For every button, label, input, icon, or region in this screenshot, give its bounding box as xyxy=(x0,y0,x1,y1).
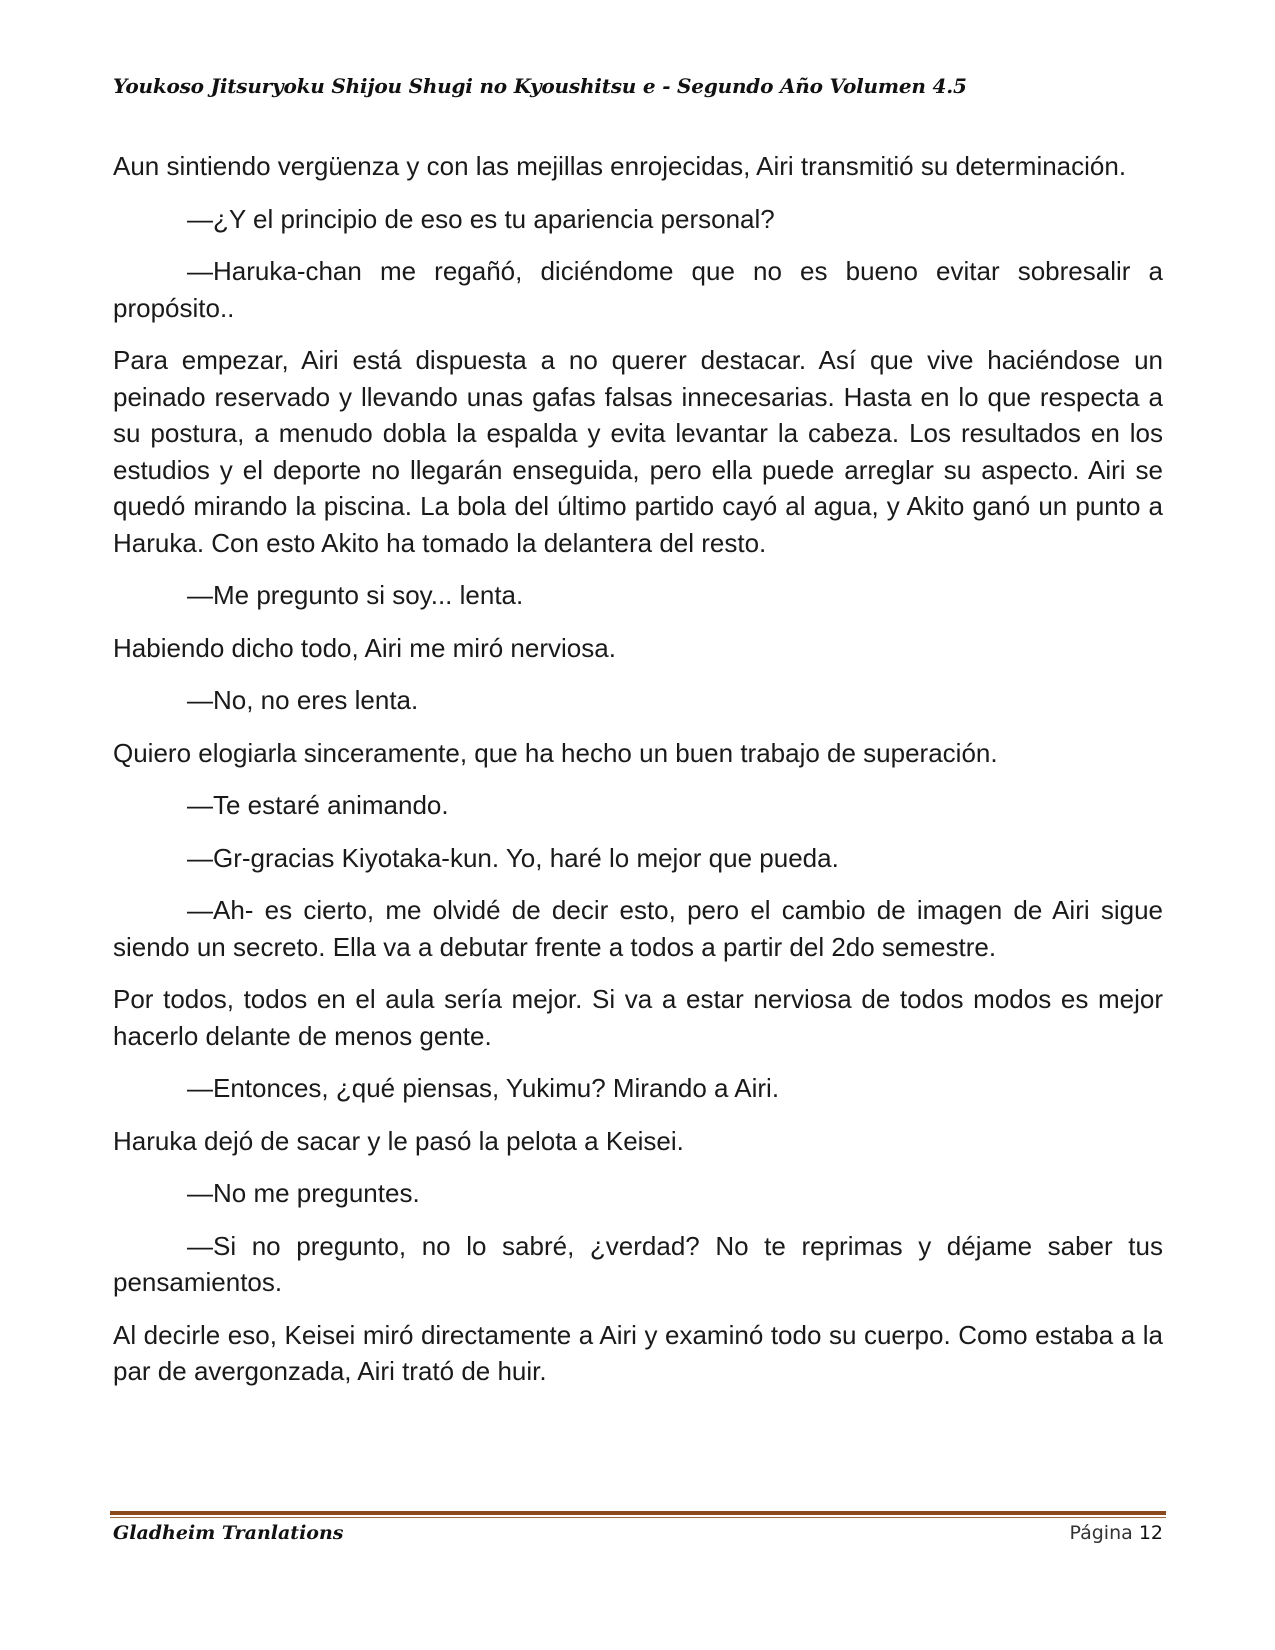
page-header-title: Youkoso Jitsuryoku Shijou Shugi no Kyoushitsu e - Segundo Año Volumen 4.5 xyxy=(113,74,967,98)
footer-divider-thick xyxy=(110,1511,1166,1515)
page-number: 12 xyxy=(1138,1522,1163,1544)
paragraph-9: —Te estaré animando. xyxy=(187,790,449,820)
paragraph-3: —Haruka-chan me regañó, diciéndome que no es bueno evitar sobresalir a propósito.. xyxy=(113,256,1163,323)
paragraph-15: —No me preguntes. xyxy=(187,1178,420,1208)
paragraph-8: Quiero elogiarla sinceramente, que ha hecho un buen trabajo de superación. xyxy=(113,737,998,768)
paragraph-11: —Ah- es cierto, me olvidé de decir esto, pero el cambio de imagen de Airi sigue siendo un secreto. Ella va a debutar frente a todos a partir del 2do semestre. xyxy=(113,895,1163,962)
body-text xyxy=(113,148,1163,1406)
paragraph-5: —Me pregunto si soy... lenta. xyxy=(187,580,524,610)
footer-divider-thin xyxy=(110,1517,1166,1518)
paragraph-6: Habiendo dicho todo, Airi me miró nerviosa. xyxy=(113,632,616,663)
paragraph-4: Para empezar, Airi está dispuesta a no querer destacar. Así que vive haciéndose un peinado reservado y llevando unas gafas falsas innecesarias. Hasta en lo que respecta a su postura, a menudo dobla la espalda y evita levantar la cabeza. Los resultados en los estudios y el deporte no llegarán enseguida, pero ella puede arreglar su aspecto. Airi se quedó mirando la piscina. La bola del último partido cayó al agua, y Akito ganó un punto a Haruka. Con esto Akito ha tomado la delantera del resto. xyxy=(113,345,1163,558)
paragraph-10: —Gr-gracias Kiyotaka-kun. Yo, haré lo mejor que pueda. xyxy=(187,842,839,873)
paragraph-7: —No, no eres lenta. xyxy=(187,685,419,715)
paragraph-2: —¿Y el principio de eso es tu apariencia personal? xyxy=(187,203,775,234)
footer-page-indicator xyxy=(1069,1522,1163,1544)
paragraph-14: Haruka dejó de sacar y le pasó la pelota a Keisei. xyxy=(113,1125,684,1156)
footer-divider xyxy=(110,1511,1166,1518)
paragraph-12: Por todos, todos en el aula sería mejor. Si va a estar nerviosa de todos modos es mejor hacerlo delante de menos gente. xyxy=(113,984,1163,1051)
page-label: Página xyxy=(1069,1522,1133,1544)
paragraph-13: —Entonces, ¿qué piensas, Yukimu? Mirando a Airi. xyxy=(187,1073,780,1103)
footer-translator: Gladheim Tranlations xyxy=(113,1522,344,1544)
paragraph-16: —Si no pregunto, no lo sabré, ¿verdad? No te reprimas y déjame saber tus pensamientos. xyxy=(113,1230,1163,1297)
paragraph-1: Aun sintiendo vergüenza y con las mejillas enrojecidas, Airi transmitió su determinación. xyxy=(113,151,1127,181)
paragraph-17: Al decirle eso, Keisei miró directamente a Airi y examinó todo su cuerpo. Como estaba a la par de avergonzada, Airi trató de huir. xyxy=(113,1319,1163,1386)
